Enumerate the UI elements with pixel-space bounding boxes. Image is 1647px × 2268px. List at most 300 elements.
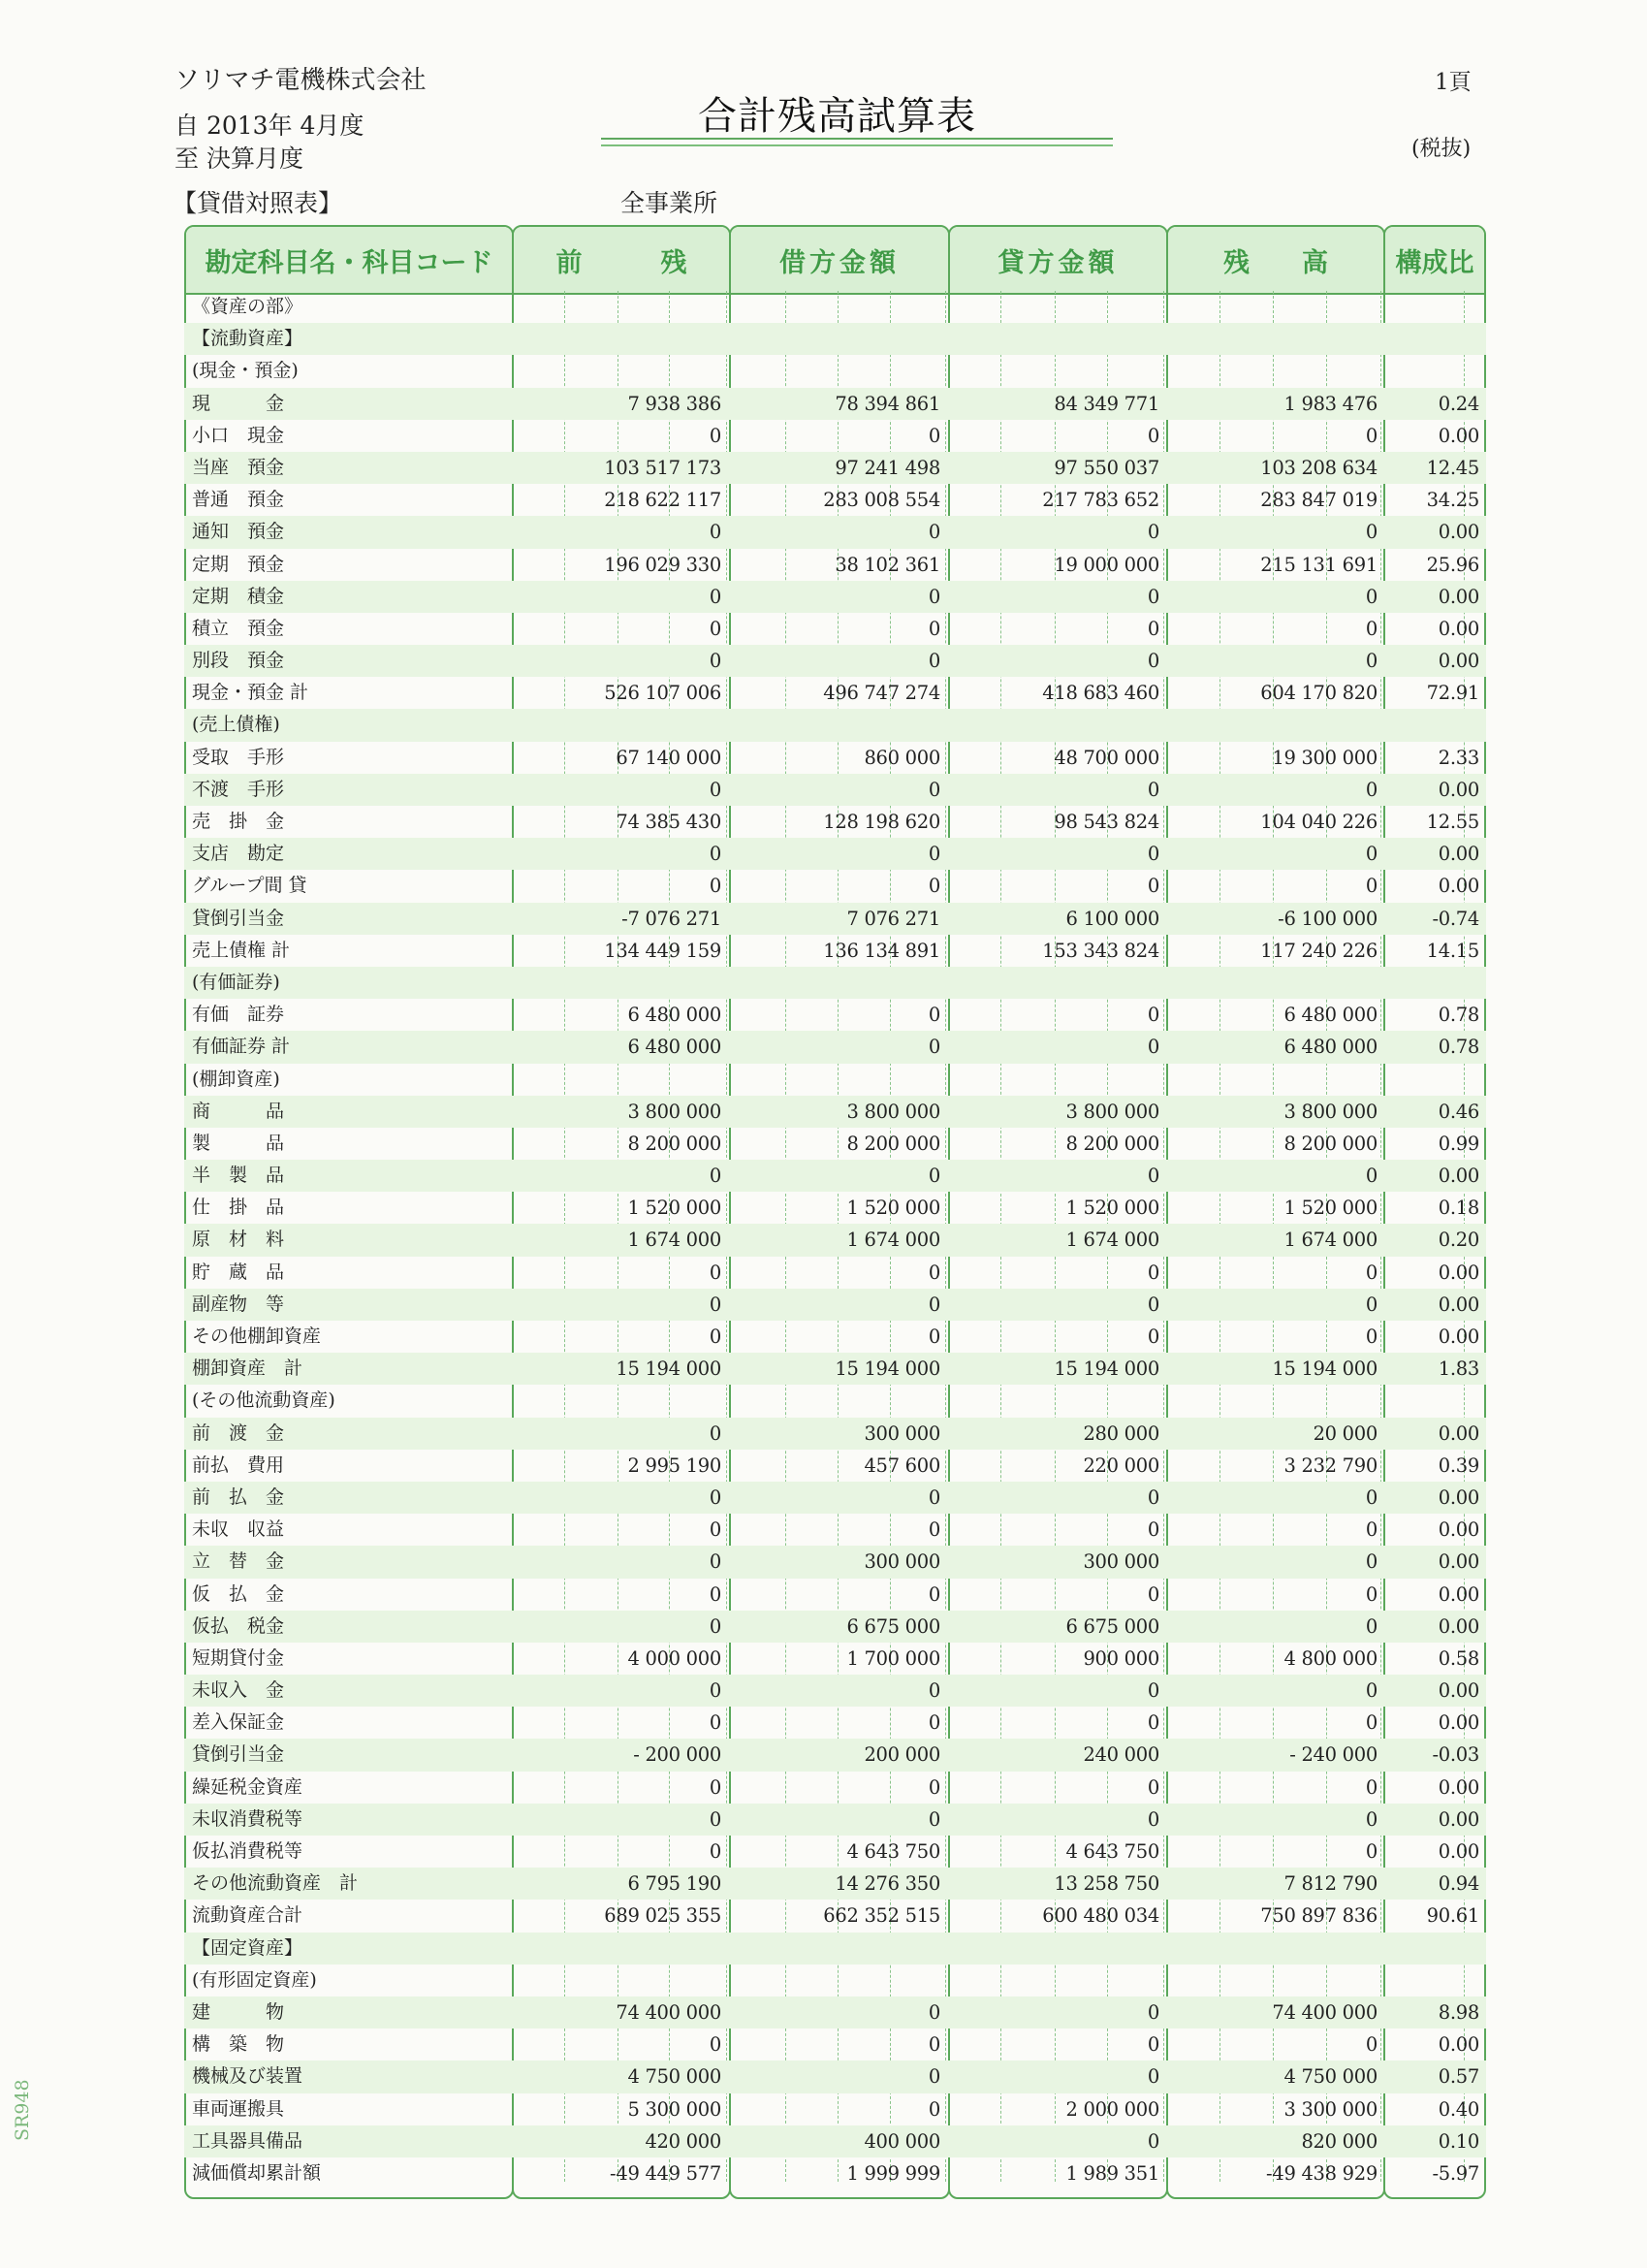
value-ratio: 0.00 (1438, 1807, 1479, 1831)
cell-debit (729, 806, 946, 838)
value-debit: 0 (928, 1679, 940, 1703)
table-row (184, 1675, 1486, 1707)
cell-ratio (1383, 1321, 1485, 1353)
cell-credit (948, 1385, 1165, 1417)
cell-prev (512, 1064, 727, 1096)
cell-debit (729, 452, 946, 484)
cell-balance (1166, 999, 1383, 1031)
cell-credit (948, 709, 1165, 741)
cell-balance (1166, 709, 1383, 741)
cell-debit (729, 935, 946, 967)
cell-balance (1166, 1064, 1383, 1096)
cell-balance (1166, 1933, 1383, 1965)
value-prev: 6 480 000 (627, 1036, 721, 1059)
table-row (184, 1996, 1486, 2028)
cell-debit (729, 1643, 946, 1675)
account-name: 別段 預金 (192, 650, 285, 672)
cell-debit (729, 613, 946, 645)
cell-debit (729, 999, 946, 1031)
cell-credit (948, 613, 1165, 645)
value-credit: 0 (1147, 585, 1159, 608)
cell-credit (948, 323, 1165, 355)
value-debit: 1 700 000 (846, 1646, 940, 1670)
cell-balance (1166, 838, 1383, 870)
cell-ratio (1383, 1675, 1485, 1707)
cell-prev (512, 870, 727, 902)
table-row (184, 1353, 1486, 1385)
value-prev: 0 (709, 1293, 721, 1316)
cell-debit (729, 1804, 946, 1836)
value-prev: 0 (709, 585, 721, 608)
value-credit: 0 (1147, 617, 1159, 640)
cell-prev (512, 516, 727, 548)
cell-ratio (1383, 355, 1485, 387)
cell-balance (1166, 1643, 1383, 1675)
cell-debit (729, 645, 946, 677)
value-ratio: 0.78 (1438, 1004, 1479, 1027)
value-ratio: 0.57 (1438, 2065, 1479, 2089)
cell-balance (1166, 1611, 1383, 1643)
value-debit: 0 (928, 1807, 940, 1831)
cell-balance (1166, 742, 1383, 774)
cell-ratio (1383, 1900, 1485, 1932)
value-prev: 2 995 190 (627, 1453, 721, 1477)
value-prev: 0 (709, 1807, 721, 1831)
value-credit: 15 194 000 (1054, 1358, 1159, 1381)
account-name: 半 製 品 (192, 1165, 285, 1187)
value-prev: 134 449 159 (604, 939, 721, 962)
value-credit: 0 (1147, 1518, 1159, 1542)
value-ratio: 0.00 (1438, 1550, 1479, 1574)
cell-prev (512, 1546, 727, 1578)
cell-debit (729, 677, 946, 709)
value-prev: 0 (709, 778, 721, 801)
value-credit: 0 (1147, 424, 1159, 447)
cell-balance (1166, 420, 1383, 452)
cell-ratio (1383, 1772, 1485, 1804)
value-ratio: 0.00 (1438, 585, 1479, 608)
value-ratio: 0.00 (1438, 1421, 1479, 1445)
table-row (184, 1611, 1486, 1643)
cell-credit (948, 2028, 1165, 2060)
cell-balance (1166, 1739, 1383, 1771)
value-credit: 220 000 (1083, 1453, 1159, 1477)
cell-balance (1166, 1996, 1383, 2028)
value-prev: 5 300 000 (627, 2097, 721, 2121)
value-ratio: 0.00 (1438, 2033, 1479, 2057)
value-credit: 0 (1147, 521, 1159, 544)
cell-debit (729, 1996, 946, 2028)
account-name: 棚卸資産 計 (192, 1358, 303, 1380)
table-row (184, 484, 1486, 516)
cell-ratio (1383, 1192, 1485, 1224)
value-credit: 8 200 000 (1065, 1132, 1159, 1155)
value-ratio: 0.00 (1438, 1518, 1479, 1542)
value-prev: 0 (709, 843, 721, 866)
table-row (184, 1385, 1486, 1417)
cell-prev (512, 549, 727, 581)
value-prev: 0 (709, 1679, 721, 1703)
value-credit: 0 (1147, 1165, 1159, 1188)
account-name: 前 渡 金 (192, 1421, 285, 1444)
report-title: 合計残高試算表 (698, 94, 976, 139)
value-prev: 0 (709, 1550, 721, 1574)
value-debit: 283 008 554 (823, 489, 940, 512)
table-row (184, 742, 1486, 774)
value-debit: 0 (928, 778, 940, 801)
cell-credit (948, 1965, 1165, 1996)
table-row (184, 677, 1486, 709)
value-ratio: 1.83 (1438, 1358, 1479, 1381)
value-balance: 0 (1365, 521, 1378, 544)
cell-prev (512, 2060, 727, 2092)
cell-debit (729, 581, 946, 613)
cell-balance (1166, 1546, 1383, 1578)
cell-debit (729, 420, 946, 452)
cell-prev (512, 1192, 727, 1224)
table-row (184, 291, 1486, 323)
value-prev: 0 (709, 1518, 721, 1542)
cell-credit (948, 355, 1165, 387)
value-debit: 128 198 620 (823, 811, 940, 833)
cell-debit (729, 1031, 946, 1063)
value-credit: 1 989 351 (1065, 2161, 1159, 2185)
table-row (184, 1933, 1486, 1965)
value-credit: 0 (1147, 1582, 1159, 1606)
value-balance: 0 (1365, 1582, 1378, 1606)
account-name: 工具器具備品 (192, 2129, 303, 2152)
table-row (184, 420, 1486, 452)
account-name: 小口 現金 (192, 424, 285, 446)
cell-ratio (1383, 1739, 1485, 1771)
value-debit: 78 394 861 (835, 392, 940, 415)
cell-debit (729, 1739, 946, 1771)
cell-prev (512, 1289, 727, 1321)
value-debit: 200 000 (864, 1743, 940, 1767)
column-header-ratio: 構成比 (1385, 227, 1484, 295)
cell-ratio (1383, 709, 1485, 741)
cell-prev (512, 999, 727, 1031)
account-name: 【流動資産】 (192, 328, 303, 350)
cell-balance (1166, 2028, 1383, 2060)
company-name: ソリマチ電機株式会社 (174, 66, 427, 95)
cell-balance (1166, 903, 1383, 935)
account-name: 短期貸付金 (192, 1646, 285, 1669)
cell-prev (512, 581, 727, 613)
table-row (184, 870, 1486, 902)
value-credit: 0 (1147, 1326, 1159, 1348)
value-ratio: 12.55 (1426, 811, 1479, 833)
cell-ratio (1383, 806, 1485, 838)
cell-balance (1166, 1321, 1383, 1353)
cell-credit (948, 1579, 1165, 1611)
value-ratio: 0.18 (1438, 1197, 1479, 1220)
table-body (184, 291, 1486, 2189)
cell-prev (512, 1257, 727, 1289)
cell-balance (1166, 1482, 1383, 1514)
cell-prev (512, 1804, 727, 1836)
cell-prev (512, 645, 727, 677)
cell-balance (1166, 549, 1383, 581)
cell-ratio (1383, 420, 1485, 452)
account-name: 【固定資産】 (192, 1936, 303, 1959)
cell-credit (948, 1418, 1165, 1450)
cell-ratio (1383, 1257, 1485, 1289)
cell-debit (729, 1933, 946, 1965)
cell-debit (729, 742, 946, 774)
column-header-balance: 残 高 (1168, 227, 1383, 295)
cell-ratio (1383, 2093, 1485, 2125)
cell-ratio (1383, 1933, 1485, 1965)
value-debit: 0 (928, 1582, 940, 1606)
cell-balance (1166, 806, 1383, 838)
value-prev: 4 750 000 (627, 2065, 721, 2089)
account-name: 未収 収益 (192, 1518, 285, 1541)
cell-debit (729, 1385, 946, 1417)
cell-balance (1166, 484, 1383, 516)
value-balance: 0 (1365, 1165, 1378, 1188)
account-name: 減価償却累計額 (192, 2161, 322, 2184)
value-prev: 0 (709, 1165, 721, 1188)
value-ratio: 0.00 (1438, 1165, 1479, 1188)
cell-ratio (1383, 999, 1485, 1031)
value-ratio: 0.39 (1438, 1453, 1479, 1477)
value-ratio: 0.00 (1438, 1840, 1479, 1863)
value-ratio: 0.40 (1438, 2097, 1479, 2121)
table-row (184, 613, 1486, 645)
value-debit: 457 600 (864, 1453, 940, 1477)
value-credit: 0 (1147, 2000, 1159, 2024)
account-name: グループ間 貸 (192, 875, 307, 897)
value-prev: 74 385 430 (616, 811, 721, 833)
account-name: 機械及び装置 (192, 2065, 303, 2088)
cell-credit (948, 549, 1165, 581)
cell-balance (1166, 1707, 1383, 1739)
cell-balance (1166, 323, 1383, 355)
value-ratio: -0.03 (1432, 1743, 1479, 1767)
account-name: 現金・預金 計 (192, 682, 309, 704)
value-ratio: 12.45 (1426, 456, 1479, 479)
account-name: 普通 預金 (192, 489, 285, 511)
cell-credit (948, 1772, 1165, 1804)
cell-balance (1166, 516, 1383, 548)
account-name: 構 築 物 (192, 2033, 285, 2056)
cell-ratio (1383, 516, 1485, 548)
cell-credit (948, 2157, 1165, 2189)
table-row (184, 516, 1486, 548)
title-underline (601, 138, 1113, 146)
page-number: 1頁 (1435, 70, 1472, 95)
account-name: 有価 証券 (192, 1004, 285, 1026)
cell-prev (512, 2093, 727, 2125)
value-prev: 0 (709, 1840, 721, 1863)
cell-debit (729, 1096, 946, 1128)
cell-prev (512, 1482, 727, 1514)
value-prev: 15 194 000 (616, 1358, 721, 1381)
cell-debit (729, 1546, 946, 1578)
value-balance: 0 (1365, 1326, 1378, 1348)
value-balance: 604 170 820 (1260, 682, 1378, 705)
value-balance: -49 438 929 (1266, 2161, 1378, 2185)
cell-debit (729, 1160, 946, 1192)
value-prev: 0 (709, 2033, 721, 2057)
account-name: 商 品 (192, 1100, 285, 1122)
cell-balance (1166, 1965, 1383, 1996)
value-balance: 20 000 (1313, 1421, 1378, 1445)
cell-debit (729, 1128, 946, 1160)
cell-credit (948, 388, 1165, 420)
account-name: 副産物 等 (192, 1293, 285, 1315)
value-balance: 0 (1365, 1711, 1378, 1735)
value-balance: 750 897 836 (1260, 1904, 1378, 1928)
cell-balance (1166, 388, 1383, 420)
cell-prev (512, 1224, 727, 1256)
cell-balance (1166, 1031, 1383, 1063)
value-credit: 0 (1147, 1004, 1159, 1027)
cell-ratio (1383, 1450, 1485, 1482)
table-row (184, 1772, 1486, 1804)
table-row (184, 2125, 1486, 2157)
cell-balance (1166, 2093, 1383, 2125)
cell-credit (948, 1739, 1165, 1771)
cell-prev (512, 1514, 727, 1546)
value-ratio: 0.00 (1438, 1775, 1479, 1799)
value-credit: 2 000 000 (1065, 2097, 1159, 2121)
cell-ratio (1383, 1224, 1485, 1256)
table-row (184, 452, 1486, 484)
value-credit: 4 643 750 (1065, 1840, 1159, 1863)
value-prev: 1 674 000 (627, 1229, 721, 1252)
value-ratio: 0.00 (1438, 778, 1479, 801)
cell-credit (948, 1450, 1165, 1482)
column-header-account: 勘定科目名・科目コード (186, 227, 512, 295)
value-balance: 19 300 000 (1272, 746, 1378, 769)
table-row (184, 1579, 1486, 1611)
value-prev: 6 795 190 (627, 1872, 721, 1896)
cell-ratio (1383, 1868, 1485, 1900)
cell-debit (729, 903, 946, 935)
value-debit: 4 643 750 (846, 1840, 940, 1863)
value-prev: 0 (709, 617, 721, 640)
cell-credit (948, 1675, 1165, 1707)
cell-credit (948, 291, 1165, 323)
cell-balance (1166, 355, 1383, 387)
value-balance: 0 (1365, 2033, 1378, 2057)
account-name: 差入保証金 (192, 1711, 285, 1734)
value-ratio: 0.46 (1438, 1100, 1479, 1123)
value-credit: 0 (1147, 1711, 1159, 1735)
cell-debit (729, 1224, 946, 1256)
value-prev: 0 (709, 1711, 721, 1735)
value-balance: 6 480 000 (1283, 1004, 1378, 1027)
value-debit: 0 (928, 521, 940, 544)
cell-debit (729, 516, 946, 548)
cell-debit (729, 1321, 946, 1353)
account-name: (その他流動資産) (192, 1390, 335, 1412)
cell-prev (512, 1643, 727, 1675)
table-row (184, 1900, 1486, 1932)
value-credit: 300 000 (1083, 1550, 1159, 1574)
value-ratio: 0.00 (1438, 1711, 1479, 1735)
value-debit: 0 (928, 1261, 940, 1284)
value-balance: 0 (1365, 778, 1378, 801)
cell-balance (1166, 1128, 1383, 1160)
cell-ratio (1383, 1160, 1485, 1192)
scope-label: 全事業所 (620, 189, 718, 217)
cell-debit (729, 1675, 946, 1707)
cell-balance (1166, 1160, 1383, 1192)
cell-credit (948, 452, 1165, 484)
value-ratio: 0.00 (1438, 1485, 1479, 1509)
account-name: (棚卸資産) (192, 1068, 280, 1090)
cell-debit (729, 1450, 946, 1482)
value-prev: 0 (709, 521, 721, 544)
cell-ratio (1383, 967, 1485, 999)
value-balance: 0 (1365, 1485, 1378, 1509)
cell-ratio (1383, 452, 1485, 484)
cell-debit (729, 1772, 946, 1804)
value-credit: 240 000 (1083, 1743, 1159, 1767)
cell-ratio (1383, 1965, 1485, 1996)
cell-ratio (1383, 1579, 1485, 1611)
cell-debit (729, 1836, 946, 1868)
value-prev: 0 (709, 1614, 721, 1638)
value-balance: 820 000 (1301, 2129, 1378, 2153)
value-debit: 97 241 498 (835, 456, 940, 479)
account-name: 仕 掛 品 (192, 1197, 285, 1219)
value-debit: 300 000 (864, 1421, 940, 1445)
cell-ratio (1383, 1418, 1485, 1450)
cell-prev (512, 452, 727, 484)
cell-debit (729, 1611, 946, 1643)
value-ratio: 0.00 (1438, 1614, 1479, 1638)
table-row (184, 709, 1486, 741)
table-row (184, 967, 1486, 999)
table-row (184, 903, 1486, 935)
cell-prev (512, 484, 727, 516)
value-credit: 0 (1147, 875, 1159, 898)
cell-ratio (1383, 1289, 1485, 1321)
table-row (184, 1804, 1486, 1836)
cell-debit (729, 1579, 946, 1611)
table-row (184, 1546, 1486, 1578)
cell-balance (1166, 1353, 1383, 1385)
account-name: (売上債権) (192, 714, 280, 736)
table-row (184, 1836, 1486, 1868)
value-balance: 0 (1365, 1614, 1378, 1638)
account-name: 前払 費用 (192, 1453, 285, 1476)
cell-prev (512, 1965, 727, 1996)
value-prev: 0 (709, 1261, 721, 1284)
table-row (184, 581, 1486, 613)
cell-credit (948, 1257, 1165, 1289)
account-name: 定期 積金 (192, 585, 285, 607)
cell-debit (729, 291, 946, 323)
cell-debit (729, 838, 946, 870)
value-credit: 0 (1147, 778, 1159, 801)
value-debit: 300 000 (864, 1550, 940, 1574)
value-ratio: 0.00 (1438, 1582, 1479, 1606)
cell-credit (948, 1482, 1165, 1514)
value-debit: 7 076 271 (846, 907, 940, 930)
value-prev: - 200 000 (633, 1743, 721, 1767)
cell-prev (512, 2028, 727, 2060)
cell-prev (512, 2125, 727, 2157)
value-credit: 19 000 000 (1054, 553, 1159, 576)
period-to: 至 決算月度 (174, 144, 303, 173)
account-name: 貸倒引当金 (192, 907, 285, 929)
cell-prev (512, 1836, 727, 1868)
